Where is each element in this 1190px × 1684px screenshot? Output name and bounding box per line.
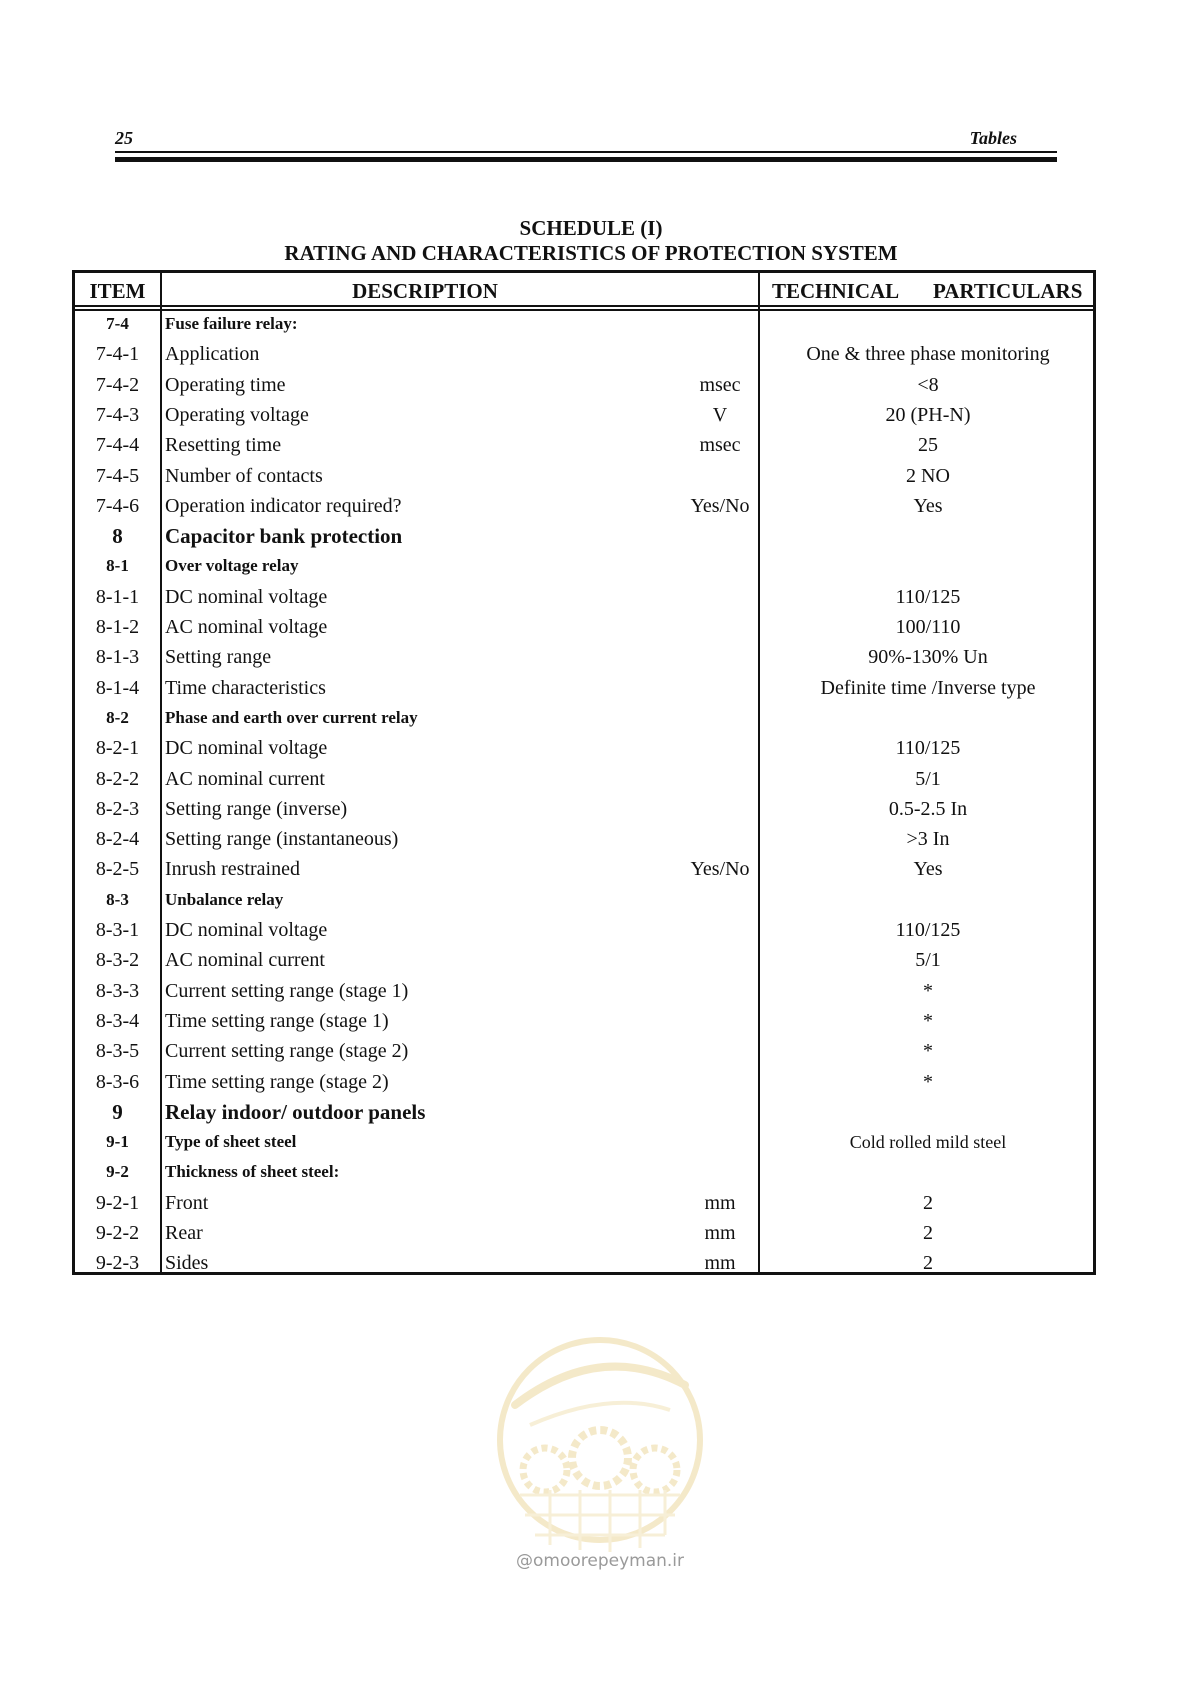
item-cell: 7-4-6 <box>95 494 140 517</box>
table-row <box>75 854 1093 884</box>
schedule-subtitle: RATING AND CHARACTERISTICS OF PROTECTION SYSTEM <box>284 241 898 265</box>
value-cell: One & three phase monitoring <box>806 343 1050 366</box>
item-cell: 7-4 <box>106 314 129 333</box>
description-cell: DC nominal voltage <box>165 737 328 760</box>
table-row <box>75 521 1093 551</box>
table-row <box>75 764 1093 794</box>
value-cell: 110/125 <box>895 737 961 760</box>
header-divider <box>75 305 1093 307</box>
table-row <box>75 1157 1093 1187</box>
table-row <box>75 1188 1093 1218</box>
table-row <box>75 703 1093 733</box>
unit-cell: V <box>712 403 728 426</box>
value-cell: Cold rolled mild steel <box>849 1132 1007 1153</box>
description-cell: Fuse failure relay: <box>165 314 298 333</box>
item-cell: 8-2-1 <box>95 737 140 760</box>
item-cell: 9 <box>112 1099 123 1124</box>
table-row <box>75 794 1093 824</box>
description-cell: Resetting time <box>165 434 282 457</box>
description-cell: Phase and earth over current relay <box>165 707 418 727</box>
item-cell: 8-3-5 <box>95 1040 140 1063</box>
value-cell: <8 <box>917 373 939 396</box>
table-row <box>75 309 1093 339</box>
table-row <box>75 339 1093 369</box>
value-cell: Yes <box>913 494 943 517</box>
unit-cell: Yes/No <box>690 858 750 881</box>
item-cell: 8-3-6 <box>95 1070 140 1093</box>
description-cell: Inrush restrained <box>165 858 300 881</box>
value-cell: 0.5-2.5 In <box>888 797 968 820</box>
schedule-title: SCHEDULE (I) <box>519 216 663 240</box>
table-row <box>75 1097 1093 1127</box>
value-cell: 2 <box>923 1191 933 1214</box>
table-row <box>75 945 1093 975</box>
value-cell: 2 NO <box>906 464 950 487</box>
value-cell: Yes <box>913 858 943 881</box>
column-header-particulars: PARTICULARS <box>933 279 1083 303</box>
description-cell: Number of contacts <box>165 464 323 487</box>
description-cell: Setting range (inverse) <box>165 797 348 820</box>
header-rule-thin <box>115 151 1057 153</box>
value-cell: 20 (PH-N) <box>885 403 971 426</box>
table-row <box>75 733 1093 763</box>
description-cell: AC nominal current <box>165 949 325 972</box>
value-cell: >3 In <box>906 828 950 851</box>
description-cell: Thickness of sheet steel: <box>165 1162 340 1182</box>
description-cell: Sides <box>165 1252 209 1275</box>
value-cell: * <box>923 979 933 1002</box>
description-cell: Unbalance relay <box>165 889 284 909</box>
value-cell: Definite time /Inverse type <box>820 676 1036 699</box>
item-cell: 8-2-4 <box>95 828 140 851</box>
value-cell: 25 <box>918 434 938 457</box>
item-cell: 8-3-4 <box>95 1009 140 1032</box>
description-cell: AC nominal current <box>165 767 325 790</box>
table-row <box>75 1127 1093 1157</box>
item-cell: 9-2-2 <box>95 1222 140 1244</box>
description-cell: Application <box>165 343 260 366</box>
value-cell: 110/125 <box>895 919 961 941</box>
description-cell: Current setting range (stage 1) <box>165 979 409 1002</box>
table-row <box>75 551 1093 581</box>
description-cell: DC nominal voltage <box>165 919 328 941</box>
item-cell: 8-2-5 <box>95 858 140 881</box>
item-cell: 7-4-3 <box>95 403 140 426</box>
description-cell: Type of sheet steel <box>165 1132 297 1152</box>
table-row <box>75 400 1093 430</box>
table-row <box>75 915 1093 945</box>
unit-cell: mm <box>704 1191 736 1214</box>
description-cell: Time setting range (stage 1) <box>165 1009 389 1032</box>
column-header-item: ITEM <box>89 279 146 303</box>
description-cell: Rear <box>165 1222 203 1244</box>
table-row <box>75 491 1093 521</box>
table-row <box>75 885 1093 915</box>
value-cell: 5/1 <box>915 767 941 790</box>
description-cell: Current setting range (stage 2) <box>165 1040 409 1063</box>
page-number: 25 <box>115 128 133 148</box>
item-cell: 9-2-1 <box>95 1191 140 1214</box>
item-cell: 9-2-3 <box>95 1252 140 1275</box>
item-cell: 8-3-1 <box>95 919 140 941</box>
item-cell: 9-2 <box>106 1162 129 1182</box>
item-cell: 9-1 <box>106 1132 129 1152</box>
watermark-site: @omoorepeyman.ir <box>515 1551 685 1571</box>
value-cell: 90%-130% Un <box>868 646 988 669</box>
section-title: Tables <box>969 128 1017 148</box>
table-row <box>75 461 1093 491</box>
value-cell: 100/110 <box>895 616 961 638</box>
column-header-technical: TECHNICAL <box>772 279 900 303</box>
table-row <box>75 673 1093 703</box>
description-cell: Relay indoor/ outdoor panels <box>165 1099 426 1124</box>
header-rule-thick <box>115 157 1057 162</box>
description-cell: Front <box>165 1191 209 1214</box>
description-cell: Capacitor bank protection <box>165 524 403 549</box>
table-row <box>75 824 1093 854</box>
item-cell: 8-1 <box>106 556 129 576</box>
value-cell: 2 <box>923 1222 933 1244</box>
item-cell: 8-3 <box>106 889 129 909</box>
column-header-description: DESCRIPTION <box>352 279 498 303</box>
item-cell: 7-4-2 <box>95 373 140 396</box>
value-cell: 110/125 <box>895 585 961 608</box>
unit-cell: mm <box>704 1222 736 1244</box>
table-row <box>75 1218 1093 1248</box>
description-cell: Operation indicator required? <box>165 494 402 517</box>
table-row <box>75 1248 1093 1278</box>
item-cell: 8-1-1 <box>95 585 140 608</box>
unit-cell: mm <box>704 1252 736 1275</box>
value-cell: * <box>923 1070 933 1093</box>
item-cell: 8-1-4 <box>95 676 140 699</box>
watermark-logo <box>490 1330 710 1580</box>
item-cell: 8-2 <box>106 707 129 727</box>
description-cell: Setting range (instantaneous) <box>165 828 399 851</box>
schedule-table <box>72 270 1096 1275</box>
item-cell: 7-4-1 <box>95 343 140 366</box>
table-row <box>75 370 1093 400</box>
description-cell: DC nominal voltage <box>165 585 328 608</box>
value-cell: * <box>923 1040 933 1063</box>
description-cell: Time setting range (stage 2) <box>165 1070 389 1093</box>
table-row <box>75 1006 1093 1036</box>
table-row <box>75 1036 1093 1066</box>
value-cell: 2 <box>923 1252 933 1275</box>
description-cell: Over voltage relay <box>165 556 299 576</box>
item-cell: 8-2-2 <box>95 767 140 790</box>
table-row <box>75 642 1093 672</box>
item-cell: 8-2-3 <box>95 797 140 820</box>
description-cell: Setting range <box>165 646 272 669</box>
unit-cell: Yes/No <box>690 494 750 517</box>
description-cell: AC nominal voltage <box>165 616 328 638</box>
table-row <box>75 976 1093 1006</box>
item-cell: 7-4-4 <box>95 434 140 457</box>
table-row <box>75 582 1093 612</box>
item-cell: 7-4-5 <box>95 464 140 487</box>
unit-cell: msec <box>699 373 741 396</box>
item-cell: 8-1-2 <box>95 616 140 638</box>
item-cell: 8-3-3 <box>95 979 140 1002</box>
description-cell: Operating voltage <box>165 403 309 426</box>
item-cell: 8 <box>112 524 123 549</box>
unit-cell: msec <box>699 434 741 457</box>
item-cell: 8-1-3 <box>95 646 140 669</box>
table-row <box>75 612 1093 642</box>
description-cell: Time characteristics <box>165 676 326 699</box>
value-cell: * <box>923 1009 933 1032</box>
value-cell: 5/1 <box>915 949 941 972</box>
description-cell: Operating time <box>165 373 286 396</box>
table-row <box>75 1067 1093 1097</box>
item-cell: 8-3-2 <box>95 949 140 972</box>
table-row <box>75 430 1093 460</box>
